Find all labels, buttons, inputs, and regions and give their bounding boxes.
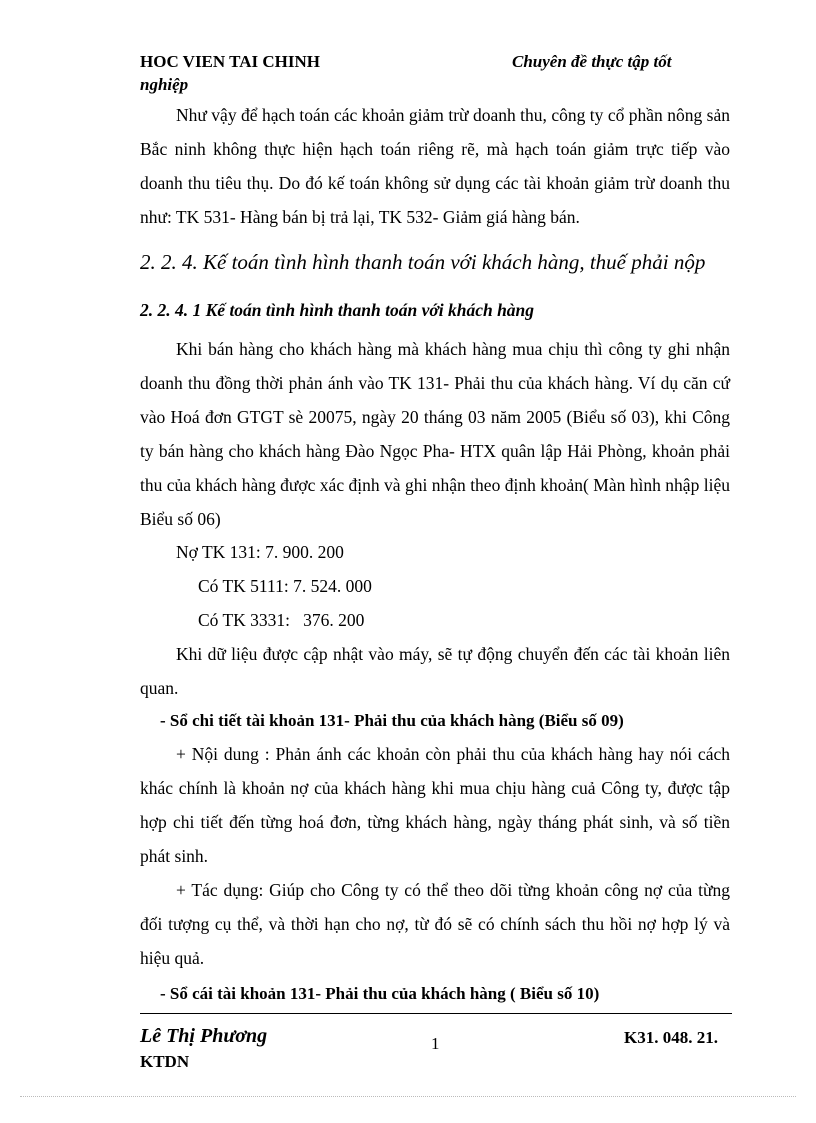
ledger-general-title: - Sổ cái tài khoản 131- Phải thu của khách hàng ( Biểu số 10) <box>160 984 600 1003</box>
footer-divider <box>140 1013 732 1014</box>
header-report-title: Chuyên đề thực tập tốt <box>512 52 672 71</box>
ledger-detail-title: - Sổ chi tiết tài khoản 131- Phải thu của khách hàng (Biểu số 09) <box>160 711 624 730</box>
receivable-paragraph: Khi bán hàng cho khách hàng mà khách hàng mua chịu thì công ty ghi nhận doanh thu đồng thời phản ánh vào TK 131- Phải thu của khách hàng. Ví dụ căn cứ vào Hoá đơn GTGT sè 20075, ngày 20 tháng 03 năm 2005 (Biểu số 03), khi Công ty bán hàng cho khách hàng Đào Ngọc Pha- HTX quân lập Hải Phòng, khoản phải thu của khách hàng được xác định và ghi nhận theo định khoản( Màn hình nhập liệu Biểu số 06) <box>140 339 730 529</box>
footer-author: Lê Thị Phương <box>140 1025 268 1047</box>
intro-paragraph: Như vậy để hạch toán các khoản giảm trừ doanh thu, công ty cổ phần nông sản Bắc ninh không thực hiện hạch toán riêng rẽ, mà hạch toán giảm trực tiếp vào doanh thu tiêu thụ. Do đó kế toán không sử dụng các tài khoản giảm trừ doanh thu như: TK 531- Hàng bán bị trả lại, TK 532- Giảm giá hàng bán. <box>140 105 730 227</box>
section-heading: 2. 2. 4. Kế toán tình hình thanh toán với khách hàng, thuế phải nộp <box>140 250 706 274</box>
entry-debit: Nợ TK 131: 7. 900. 200 <box>176 542 344 562</box>
footer-department: KTDN <box>140 1052 190 1071</box>
subsection-heading: 2. 2. 4. 1 Kế toán tình hình thanh toán với khách hàng <box>140 300 535 320</box>
update-paragraph: Khi dữ liệu được cập nhật vào máy, sẽ tự động chuyển đến các tài khoản liên quan. <box>140 644 730 698</box>
entry-credit-vat: Có TK 3331: 376. 200 <box>198 610 365 630</box>
page-number: 1 <box>431 1034 440 1053</box>
footer-student-code: K31. 048. 21. <box>624 1028 718 1047</box>
entry-credit-revenue: Có TK 5111: 7. 524. 000 <box>198 576 372 596</box>
header-report-title-continued: nghiệp <box>140 75 189 94</box>
content-paragraph: + Nội dung : Phản ánh các khoản còn phải thu của khách hàng hay nói cách khác chính là khoản nợ của khách hàng khi mua chịu hàng cuả Công ty, được tập hợp chi tiết đến từng hoá đơn, từng khách hàng, ngày tháng phát sinh, và số tiền phát sinh. <box>140 744 730 866</box>
header-institution: HOC VIEN TAI CHINH <box>140 52 320 71</box>
page-bottom-edge <box>20 1096 796 1097</box>
effect-paragraph: + Tác dụng: Giúp cho Công ty có thể theo dõi từng khoản công nợ của từng đối tượng cụ thể, và thời hạn cho nợ, từ đó sẽ có chính sách thu hồi nợ hợp lý và hiệu quả. <box>140 880 730 968</box>
